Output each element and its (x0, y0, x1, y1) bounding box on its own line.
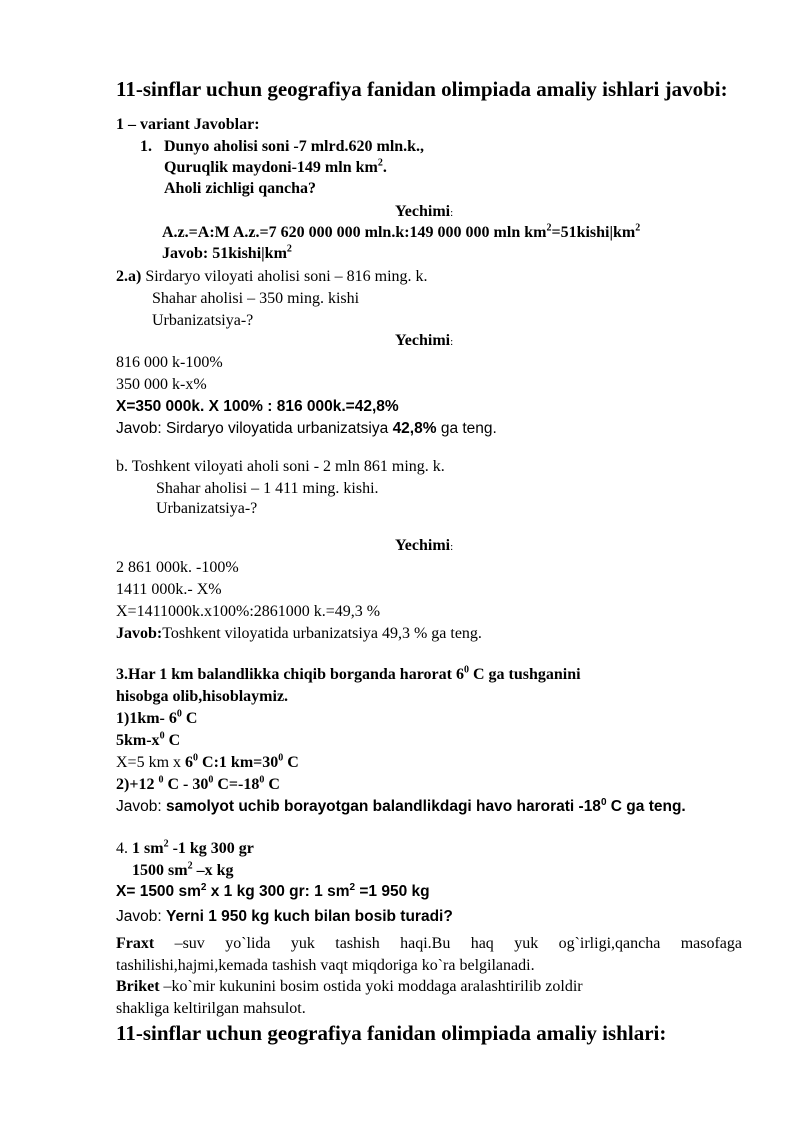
task1-line3: Aholi zichligi qancha? (164, 180, 317, 197)
task2a-answer: Javob: Sirdaryo viloyatida urbanizatsiya 42,8% ga teng. (116, 420, 497, 437)
task2b-line2: Shahar aholisi – 1 411 ming. kishi. (156, 480, 379, 497)
task2a-calc2: 350 000 k-x% (116, 376, 207, 393)
task2a-calc3: X=350 000k. X 100% : 816 000k.=42,8% (116, 398, 399, 415)
task1-line2: Quruqlik maydoni-149 mln $km^2$. (164, 157, 387, 176)
task2b-answer: Javob:Toshkent viloyatida urbanizatsiya 49,3 % ga teng. (116, 625, 482, 642)
task1-line1: Dunyo aholisi soni -7 mlrd.620 mln.k., (164, 138, 425, 155)
task2a-yechimi: Yechimi: (395, 332, 454, 349)
task4-answer: Javob: Yerni 1 950 kg kuch bilan bosib turadi? (116, 908, 453, 925)
fraxt-definition-line2: tashilishi,hajmi,kemada tashish vaqt miqdoriga ko`ra belgilanadi. (116, 957, 535, 974)
task3-line1: 3.Har 1 km balandlikka chiqib borganda harorat $6^0$ C ga tushganini (116, 664, 581, 683)
task2b-calc2: 1411 000k.- X% (116, 581, 222, 598)
task4-line1: 4. 1 $sm^2$ -1 kg 300 gr (116, 838, 254, 857)
task2b-line1: b. Toshkent viloyati aholi soni - 2 mln 861 ming. k. (116, 458, 445, 475)
task2b-calc3: X=1411000k.x100%:2861000 k.=49,3 % (116, 603, 381, 620)
briket-definition-line2: shakliga keltirilgan mahsulot. (116, 1000, 306, 1017)
footer-title: 11-sinflar uchun geografiya fanidan olimpiada amaliy ishlari: (116, 1021, 667, 1045)
task1-yechimi: Yechimi: (395, 203, 454, 220)
task3-answer: Javob: samolyot uchib borayotgan balandlikdagi havo harorati $-18^0$ C ga teng. (116, 796, 686, 815)
task2a-line1: 2.a) Sirdaryo viloyati aholisi soni – 816 ming. k. (116, 268, 428, 285)
task1-formula: A.z.=A:M A.z.=7 620 000 000 mln.k:149 000 000 mln $km^2=51kishi|km^2$ (162, 222, 641, 241)
page-title: 11-sinflar uchun geografiya fanidan olimpiada amaliy ishlari javobi: (116, 77, 728, 101)
task3-step1: 1)1km- $6^0$ C (116, 708, 198, 727)
task3-step4: 2)+12 $^0$ C - $30^0$ $C=-18^0$ C (116, 774, 280, 793)
task1-answer: Javob: $51kishi|km^2$ (162, 243, 292, 262)
task2a-line2: Shahar aholisi – 350 ming. kishi (152, 290, 360, 307)
task1-number: 1. (140, 138, 152, 155)
task3-step3: X=5 km x $6^0$ C:1 $km=30^0$ C (116, 752, 299, 771)
task2a-line3: Urbanizatsiya-? (152, 312, 254, 329)
task3-line2: hisobga olib,hisoblaymiz. (116, 688, 289, 705)
task2a-calc1: 816 000 k-100% (116, 354, 223, 371)
task3-step2: $5km-x^0$ C (116, 730, 181, 749)
briket-definition-line1: Briket –ko`mir kukunini bosim ostida yoki moddaga aralashtirilib zoldir (116, 978, 583, 995)
task2b-line3: Urbanizatsiya-? (156, 500, 258, 517)
variant-heading: 1 – variant Javoblar: (116, 116, 260, 133)
task4-line2: 1500 $sm^2$ –x kg (132, 860, 234, 879)
task2b-calc1: 2 861 000k. -100% (116, 559, 239, 576)
task2b-yechimi: Yechimi: (395, 537, 454, 554)
fraxt-definition-line1: Fraxt –suv yo`lida yuk tashish haqi.Bu haq yuk og`irligi,qancha masofaga (116, 935, 742, 952)
task4-line3: X= 1500 $sm^2$ x 1 kg 300 gr: 1 $sm^2 =1$ 950 kg (116, 881, 430, 900)
